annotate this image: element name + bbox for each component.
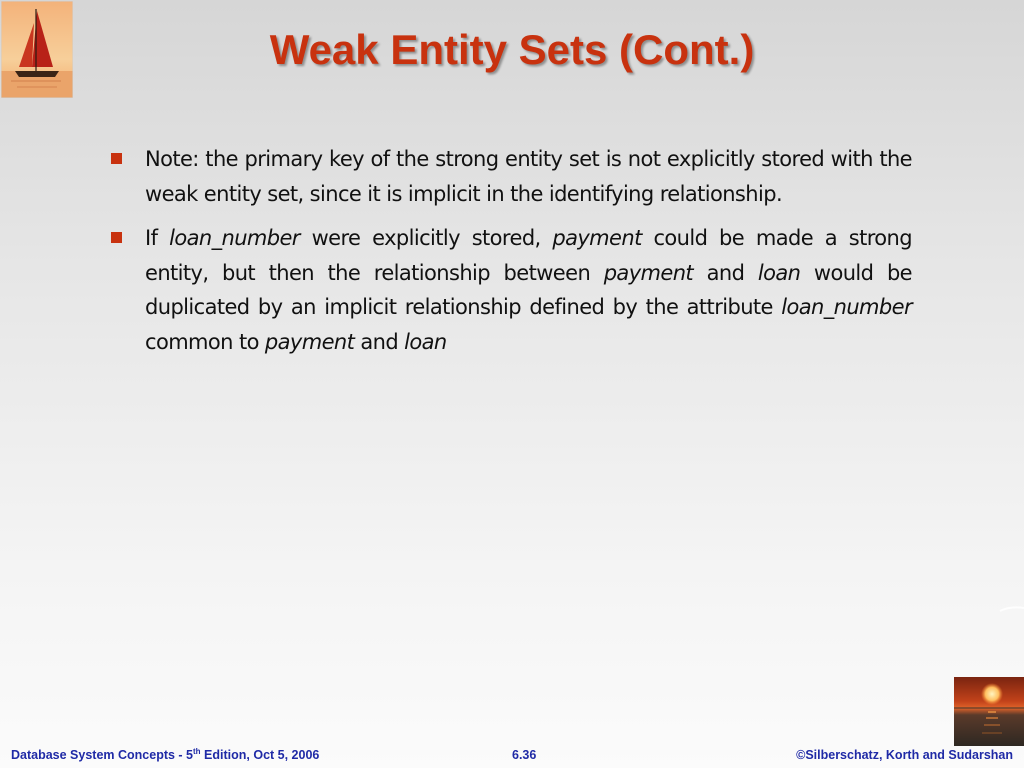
footer-edition-date: Edition, Oct 5, 2006: [200, 748, 320, 762]
bullet-text-italic: loan: [404, 329, 447, 354]
bullet-text: would be duplicated by an implicit relationship defined by the attribute: [145, 260, 912, 319]
bullet-text-italic: payment: [264, 329, 355, 354]
bullet-item: [110, 142, 912, 211]
footer-book-info: [11, 748, 319, 762]
sunset-over-water-image: [954, 677, 1024, 746]
square-bullet-icon: [111, 232, 122, 243]
bullet-text: If: [145, 226, 170, 250]
bullet-text: Note: the primary key of the strong entity set is not explicitly stored with the weak entity set, since it is implicit in the identifying relationship.: [145, 147, 912, 206]
bullet-text: and: [693, 260, 758, 285]
bullet-text: and: [354, 329, 405, 354]
footer-copyright: ©Silberschatz, Korth and Sudarshan: [796, 748, 1013, 762]
bullet-text-italic: loan_number: [781, 295, 912, 319]
bullet-text-italic: payment: [603, 260, 694, 285]
slide-title: Weak Entity Sets (Cont.): [269, 26, 755, 73]
bullet-item: [110, 221, 912, 359]
bullet-text-italic: loan_number: [169, 226, 300, 250]
footer-edition-superscript: th: [193, 746, 201, 756]
bullet-text: were explicitly stored,: [299, 226, 553, 250]
bullet-text-italic: loan: [757, 260, 801, 285]
bullet-list: [110, 142, 912, 369]
water-glint-decoration: [998, 606, 1024, 614]
footer-page-number: 6.36: [512, 748, 537, 762]
footer-book-title: Database System Concepts - 5: [11, 748, 194, 762]
bullet-text: could be made a strong entity, but then the relationship between: [145, 226, 912, 285]
bullet-text: common to: [145, 329, 265, 354]
square-bullet-icon: [111, 153, 122, 164]
footer: [0, 746, 1024, 768]
bullet-text-italic: payment: [552, 226, 642, 250]
